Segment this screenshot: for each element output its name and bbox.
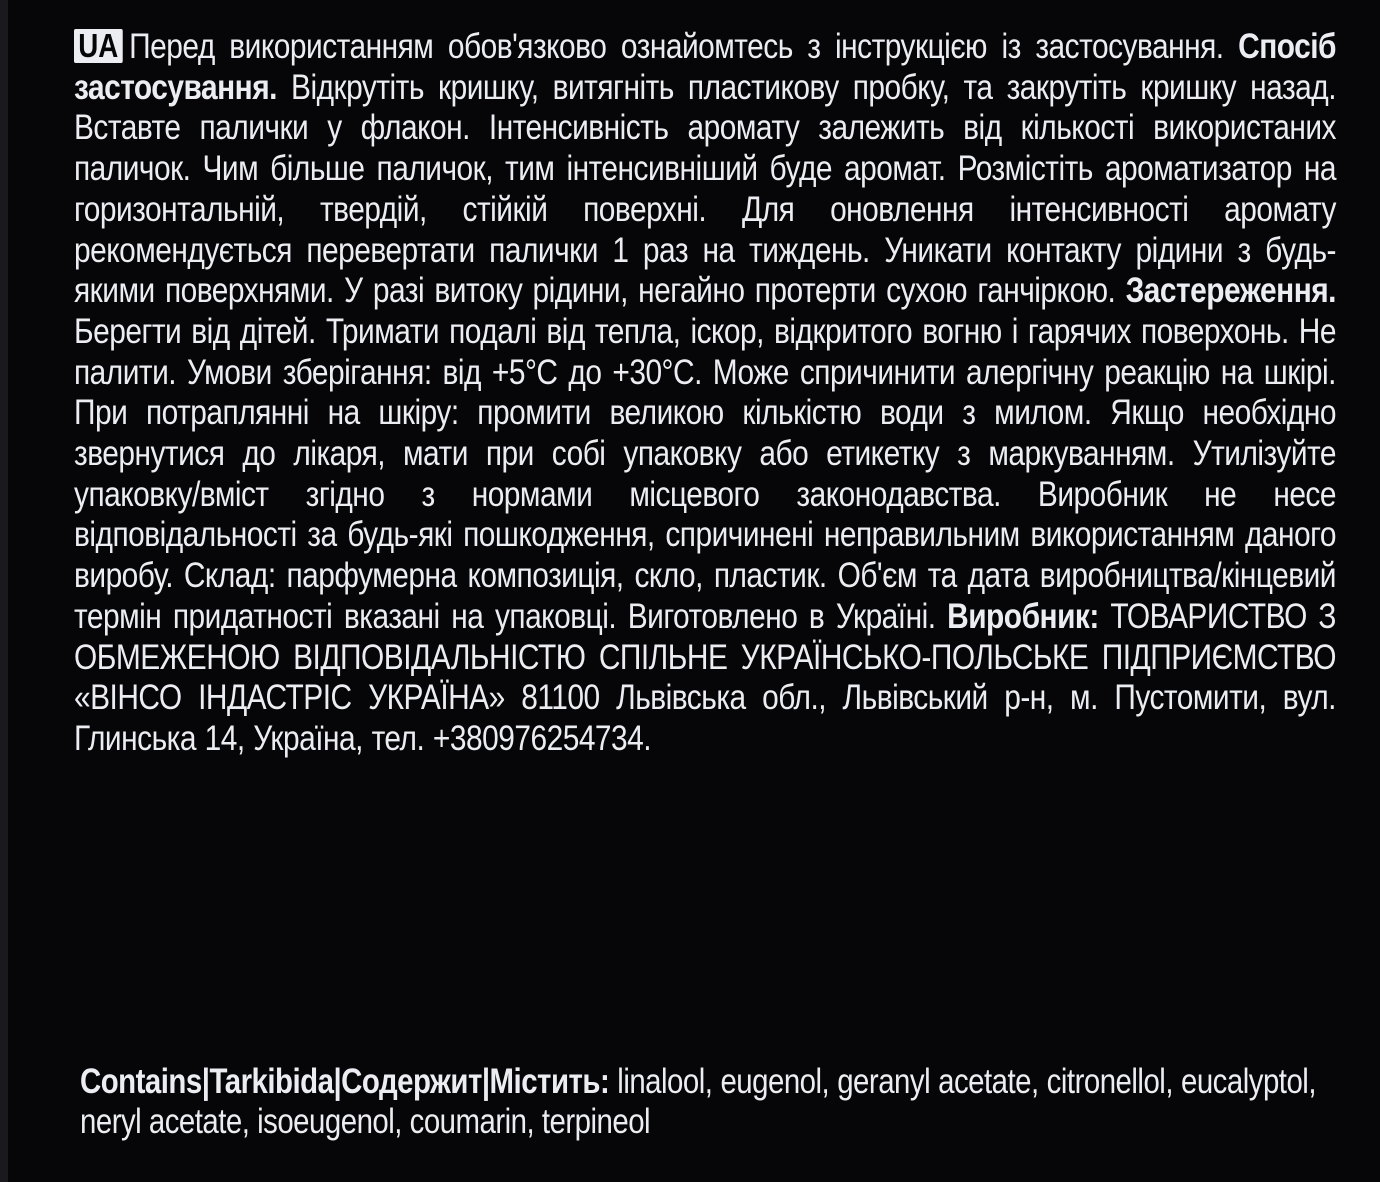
ua-instructions xyxy=(74,26,1336,759)
left-edge-shadow xyxy=(0,0,8,1182)
contains-section xyxy=(80,1062,1316,1142)
usage-text: Відкрутіть кришку, витягніть пластикову пробку, та закрутіть кришку назад. Вставте палички у флакон. Інтенсивність аромату залежить від кількості використаних паличок. Чим більше паличок, тим інтенсивніший буде аромат. Розмістіть ароматизатор на горизонтальній, твердій, стійкій поверхні. Для оновлення інтенсивності аромату рекомендується перевертати палички 1 раз на тиждень. Уникати контакту рідини з будь-якими поверхнями. У разі витоку рідини, негайно протерти сухою ганчіркою. xyxy=(74,66,1336,311)
warning-text: Берегти від дітей. Тримати подалі від тепла, іскор, відкритого вогню і гарячих поверхонь. Не палити. Умови зберігання: від +5°C до +30°C. Може спричинити алергічну реакцію на шкірі. При потраплянні на шкіру: промити великою кількістю води з милом. Якщо необхідно звернутися до лікаря, мати при собі упаковку або етикетку з маркуванням. Утилізуйте упаковку/вміст згідно з нормами місцевого законодавства. Виробник не несе відповідальності за будь-які пошкодження, спричинені неправильним використанням даного виробу. Склад: парфумерна композиція, скло, пластик. Об'єм та дата виробництва/кінцевий термін придатності вказані на упаковці. Виготовлено в Україні. xyxy=(74,310,1336,636)
manufacturer-heading: Виробник: xyxy=(947,595,1099,636)
contains-ingredients: linalool, eugenol, geranyl acetate, citronellol, eucalyptol, neryl acetate, isoeugenol, coumarin, terpineol xyxy=(80,1062,1317,1141)
ua-intro-text: Перед використанням обов'язково ознайомтесь з інструкцією із застосування. xyxy=(129,26,1224,66)
usage-heading: Спосіб застосування. xyxy=(74,26,1336,107)
warning-heading: Застереження. xyxy=(1125,270,1336,311)
ua-language-badge: UA xyxy=(74,29,122,63)
manufacturer-text: ТОВАРИСТВО З ОБМЕЖЕНОЮ ВІДПОВІДАЛЬНІСТЮ СПІЛЬНЕ УКРАЇНСЬКО-ПОЛЬСЬКЕ ПІДПРИЄМСТВО «ВІНСО ІНДАСТРІС УКРАЇНА» 81100 Львівська обл., Львівський р-н, м. Пустомити, вул. Глинська 14, Україна, тел. +380976254734. xyxy=(74,595,1336,758)
contains-heading: Contains|Tarkibida|Содержит|Містить: xyxy=(80,1062,610,1101)
